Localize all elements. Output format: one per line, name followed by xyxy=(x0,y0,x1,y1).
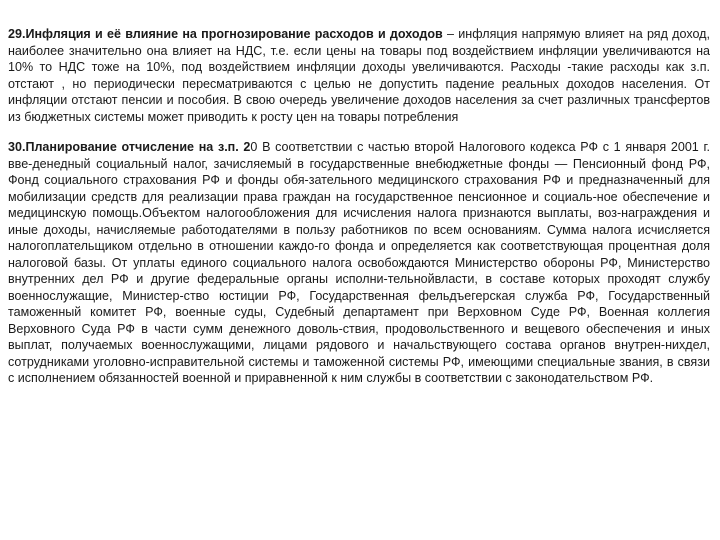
section-29-heading: 29.Инфляция и её влияние на прогнозирование расходов и доходов xyxy=(8,27,443,41)
section-30-heading: 30.Планирование отчисление на з.п. 2 xyxy=(8,140,251,154)
section-30-body: 0 В соответствии с частью второй Налогового кодекса РФ с 1 января 2001 г. вве-денедный социальный налог, зачисляемый в государственные внебюджетные фонды — Пенсионный фонд РФ, Фонд социального страхования РФ и фонды обя-зательного медицинского страхования РФ и предназначенный для мобилизации средств для реализации права граждан на государственное пенсионное и социаль-ное обеспечение и медицинскую помощь.Объектом налогообложения для исчисления налога признаются выплаты, воз-награждения и иные доходы, начисляемые работодателями в пользу работников по всем основаниям. Сумма налога исчисляется налогоплательщиком отдельно в отношении каждо-го фонда и определяется как соответствующая процентная доля налоговой базы. От уплаты единого социального налога освобождаются Министерство обороны РФ, Министерство внутренних дел РФ и другие федеральные органы исполни-тельнойвласти, в составе которых проходят службу военнослужащие, Министер-ство юстиции РФ, Государственная фельдъегерская служба РФ, Государственный таможенный комитет РФ, военные суды, Судебный департамент при Верховном Суде РФ, Военная коллегия Верховного Суда РФ в части сумм денежного доволь-ствия, продовольственного и вещевого обеспечения и иных выплат, получаемых военнослужащими, лицами рядового и начальствующего состава органов внутрен-нихдел, сотрудниками уголовно-исправительной системы и таможенной системы РФ, имеющими специальные звания, в связи с исполнением обязанностей военной и приравненной к ним службы в соответствии с законодательством РФ. xyxy=(8,140,710,385)
section-30-paragraph xyxy=(8,139,710,387)
section-29-paragraph xyxy=(8,26,710,125)
section-29-body: – инфляция напрямую влияет на ряд доход, наиболее значительно она влияет на НДС, т.е. если цены на товары под воздействием инфляции увеличиваются на 10% то НДС тоже на 10%, под воздействием инфляции доходы увеличиваются. Расходы -такие расходы как з.п. отстают , но периодически пересматриваются с целью не допустить падение реальных доходов населения. От инфляции отстают пенсии и пособия. В свою очередь увеличение доходов населения за счет различных трансфертов из бюджетных системы может приводить к росту цен на товары потребления xyxy=(8,27,710,124)
